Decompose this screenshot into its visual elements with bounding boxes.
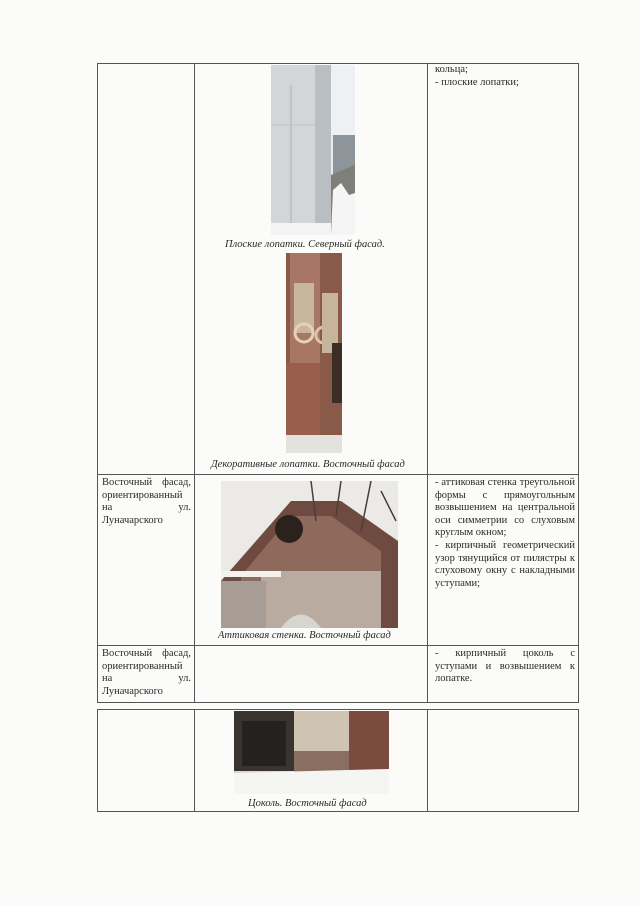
feature-item: кольца; xyxy=(435,64,468,75)
photo-flat-pilasters xyxy=(271,65,355,235)
column-divider xyxy=(194,710,195,811)
feature-item: - плоские лопатки; xyxy=(435,76,519,88)
attributes-table-continued xyxy=(97,709,579,812)
row-divider xyxy=(98,474,578,475)
photo-caption: Аттиковая стенка. Восточный фасад xyxy=(218,630,391,641)
photo-caption: Цоколь. Восточный фасад xyxy=(248,798,367,809)
column-divider xyxy=(427,64,428,702)
photo-caption: Декоративные лопатки. Восточный фасад xyxy=(211,459,405,470)
column-divider xyxy=(427,710,428,811)
column-divider xyxy=(194,64,195,702)
photo-caption: Плоские лопатки. Северный фасад. xyxy=(225,239,385,250)
attributes-table xyxy=(97,63,579,703)
feature-item: - кирпичный цоколь с уступами и возвышением к лопатке. xyxy=(435,648,575,685)
photo-attic-wall xyxy=(221,481,398,628)
features-cell xyxy=(435,648,575,686)
photo-decorative-pilasters xyxy=(286,253,342,453)
features-cell xyxy=(435,477,575,590)
photo-plinth xyxy=(234,711,389,794)
feature-item: - аттиковая стенка треугольной формы с прямоугольным возвышением на центральной оси симметрии со слуховым круглым окном; xyxy=(435,477,575,539)
row-divider xyxy=(98,645,578,646)
feature-item: - кирпичный геометрический узор тянущийся от пилястры к слуховому окну с накладными уступами; xyxy=(435,539,575,589)
features-cell xyxy=(435,64,575,89)
location-cell: Восточный фасад, ориентированный на ул. Луначарского xyxy=(102,648,191,697)
location-cell: Восточный фасад, ориентированный на ул. Луначарского xyxy=(102,477,191,526)
